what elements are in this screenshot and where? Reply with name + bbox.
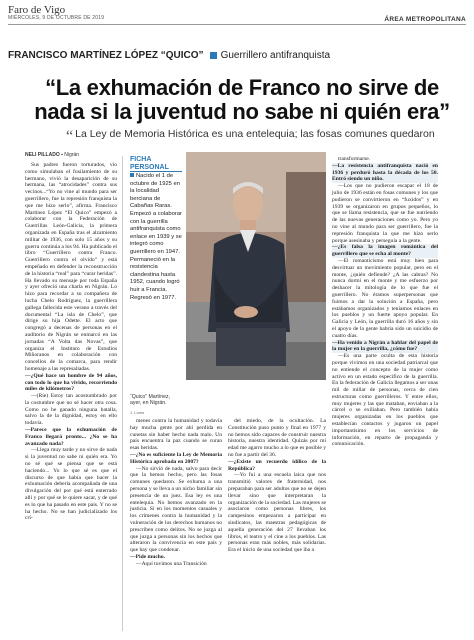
article-column-1 (25, 162, 117, 522)
article-paragraph: —(Ríe) Estoy tan acostumbrado por la costumbre que no sé hacer otra cosa. Como no he ganado ninguna batalla, salvo la de la dignidad, estoy en ello todavía. (25, 393, 117, 427)
byline (25, 152, 79, 158)
article-paragraph: Sus padres fueron torturados, vio como simulaban el fusilamiento de su hermano, vivió la desaparición de su hermana, las “atrocidades” contra sus vecinos...“Yo no vine al mundo para ser guerrillero, fue la represión franquista la que me hizo serlo”, afirma. Francisco Martínez López “El Quico” empezó a colaborar con la Federación de Guerrillas León-Galicia, la primera organizada en España tras el alzamiento militar de 1936, con solo 15 años y su guerra continúa a los 94. Ha publicado el libro “Guerrillero contra Franco. Guerrillero contra el olvido” y está empeñado en defender la reconstrucción de la historia “real” para “curar heridas”. Ha llevado su mensaje por toda España y ayer ofreció una charla en Nigrán. Lo hizo para recordar a su compañera de lucha Chelo Rodríguez, la guerrillera gallega fallecida este verano a través del documental “La isla de Chelo”, que dirige su hija Odette. El acto que congregó a decenas de personas en el auditorio de Nigrán se enmarcó en las jornadas “A Volta das Novas”, que organiza el Instituto de Estudios Miñoranos en colaboración con concellos de la comarca, para rendir homenaje a las represaliadas. (25, 162, 117, 372)
article-column-4 (332, 156, 438, 448)
interview-question: —¿No es suficiente la Ley de Memoria Histórica aprobada en 2007? (130, 451, 222, 465)
portrait-illustration (186, 152, 326, 380)
article-paragraph: —Aquí tuvimos una Transición (136, 560, 207, 567)
portrait-photo (186, 152, 326, 380)
personal-file-divider (130, 171, 182, 172)
personal-file-title-line1: FICHA (130, 156, 152, 163)
article-kicker (8, 50, 468, 61)
photo-credit: J. Lores (130, 409, 145, 415)
article-paragraph: menes contra la humanidad y todavía hay mucha gente por ahí perdida en cunetas sin haber hecho nada malo. Un país encuentra la paz cuando se curan esas heridas. (130, 418, 222, 452)
byline-place: Nigrán (64, 152, 80, 158)
interviewee-name: FRANCISCO MARTÍNEZ LÓPEZ “QUICO” (8, 50, 204, 61)
article-paragraph: —Yo fui a una escuela laica que nos transmitió valores de fraternidad, nos preparaban para ser adultos que no se dejen llevar sino que interpretaran la organización de la sociedad. Las mujeres se asociaron como personas libres, los campesinos empezaron a participar en sindicatos, las maestras pedagógicas de aquella generación del 27 llevaban los libros, el teatro y el cine a los pueblos. Las personas eran más nobles, más solidarias. Era el inicio de una sociedad que iba a (228, 472, 326, 554)
article-subhead (66, 128, 466, 146)
article-column-3 (228, 418, 326, 554)
interview-question: —Ha venido a Nigrán a hablar del papel de la mujer en la guerrilla, ¿cómo fue? (332, 339, 438, 353)
bullet-square-icon (210, 52, 217, 59)
interview-question: —Pide mucho. (130, 553, 166, 560)
article-column-2 (130, 418, 222, 568)
photo-caption (130, 394, 182, 416)
section-label: ÁREA METROPOLITANA (384, 16, 466, 23)
interview-question: —¿Existe un recuerdo idílico de la República? (228, 458, 326, 472)
interview-question: —¿Es falsa la imagen romántica del guerrillero que se echa al monte? (332, 244, 438, 258)
interview-question: —La resistencia antifranquista nació en 1936 y perduró hasta la década de los 50. Entró siendo un niño. (332, 162, 438, 183)
article-paragraph: —Es una parte oculta de esta historia porque vivimos en una sociedad patriarcal que no entiende el concepto de la mujer como activo en un estado específico de la guerrilla. En la federación de Galicia llegamos a ser unas mil de millar de personas, cerca de cien estructuras como guerrilleros. Y entre ellos, muy mujeres y las que mataban, enviaban a la cárcel o se exiliaban. Pero también había mujeres organizadas en los pueblos que establecían contactos y jugaron un papel importantísimo en los servicios de información, en reparto de propaganda y comunicación. (332, 353, 438, 448)
newspaper-masthead: Faro de Vigo (8, 4, 66, 16)
interviewee-role: Guerrillero antifranquista (220, 50, 331, 61)
byline-author: NELI PILLADO (25, 152, 60, 158)
bullet-square-icon (130, 173, 134, 177)
personal-file-title-line2: PERSONAL (130, 163, 169, 171)
article-paragraph: —Llega muy tarde y no sirve de nada si la juventud no sabe ni quién era. Yo no sé qué se piensa que se está haciendo... Yo lo que sé es que el discurso de que había que hacer la exhumación debería acompañada de una divulgación del por qué está enterrado allí y por qué se le quiere sacar, y de qué es lo que ha pasado en este país. Y no se ha hecho. No se han judicializado los crí- (25, 447, 117, 522)
article-paragraph: —No sirvió de nada, salvo para decir que la hemos hecho, pero las fosas comunes quedaron. Se exhuma a una persona y se lleva a un nicho familiar sin presencia de un juez. Esa ley es una entelequia. No hemos avanzado en la justicia. Si en los momentos casuales y los crímenes contra la humanidad y la vulneración de los derechos humanos no prescriben como delitos. No se juzga al que juzga a personas sin los hechos que alteraron la convivencia en este país y que hay que condenar. (130, 465, 222, 554)
article-headline: “La exhumación de Franco no sirve de nada si la juventud no sabe ni quién era” (34, 75, 450, 124)
subhead-text: La Ley de Memoria Histórica es una entelequia; las fosas comunes quedaron (75, 128, 435, 140)
article-paragraph: —Los que no pudieron escapar el 18 de julio de 1936 están en fosas comunes y los que pudieron se convirtieron en “fuxidos” y en 1939 se organizaron en grupos pequeños, lo que se llama resistencia, que se fue nutriendo de las nuevas generaciones como yo. Pero yo no vine al mundo para ser guerrillero, fue la represión franquista la que me hizo serlo porque asesinaba y perseguía a la gente. (332, 183, 438, 244)
interview-question: —¿Qué hace un hombre de 94 años, con todo lo que ha vivido, recorriendo miles de kilómetros? (25, 372, 117, 393)
caption-text: “Quico” Martínez, ayer, en Nigrán. (130, 394, 171, 407)
issue-date: MIÉRCOLES, 9 DE OCTUBRE DE 2019 (8, 15, 105, 21)
article-paragraph: transformarse. (338, 156, 371, 162)
personal-file-body: Nacido el 1 de octubre de 1925 en la localidad berciana de Cabañas Raras. Empezó a colaborar con la guerrilla antifranquista como enlace en 1939 y se integró como guerrillero en 1947. Permaneció en la resistencia clandestina hasta 1952, cuando logró huir a Francia. Regresó en 1977. (130, 173, 182, 301)
personal-file-title (130, 156, 169, 171)
quote-mark-icon: “ (66, 128, 74, 145)
article-paragraph: —El romanticismo está muy bien para desvirtuar un movimiento popular, pero en el monte, ¿quién defiende? ¿A las cabras? No nunca dormí en el monte y me esfuerzo por deshacer la mitología de lo que fue el guerrillero. No éramos superpersonas que fuimos a dar la solución a España, pero estábamos organizados y teníamos enlaces en los pueblos y un fuerte apoyo popular. En Galicia y León, la guerrilla duró 16 años y sin el apoyo de la gente habría sido un suicidio de cuatro días. (332, 257, 438, 339)
masthead-divider (8, 24, 466, 25)
article-paragraph: del miedo, de la ocultación. La Constitución puso punto y final en 1977 y no hemos sido capaces de construir nuestra historia, nuestra identidad. Quizás por mi edad me agarro mucho a lo que es posible y no fue a partir del 36. (228, 418, 327, 458)
personal-file-text (130, 173, 182, 302)
location-pin-icon: ▪ (61, 152, 63, 158)
interview-question: —Parece que la exhumación de Franco llegará pronto... ¿No se ha avanzado nada? (25, 427, 117, 447)
column-divider (122, 156, 123, 631)
